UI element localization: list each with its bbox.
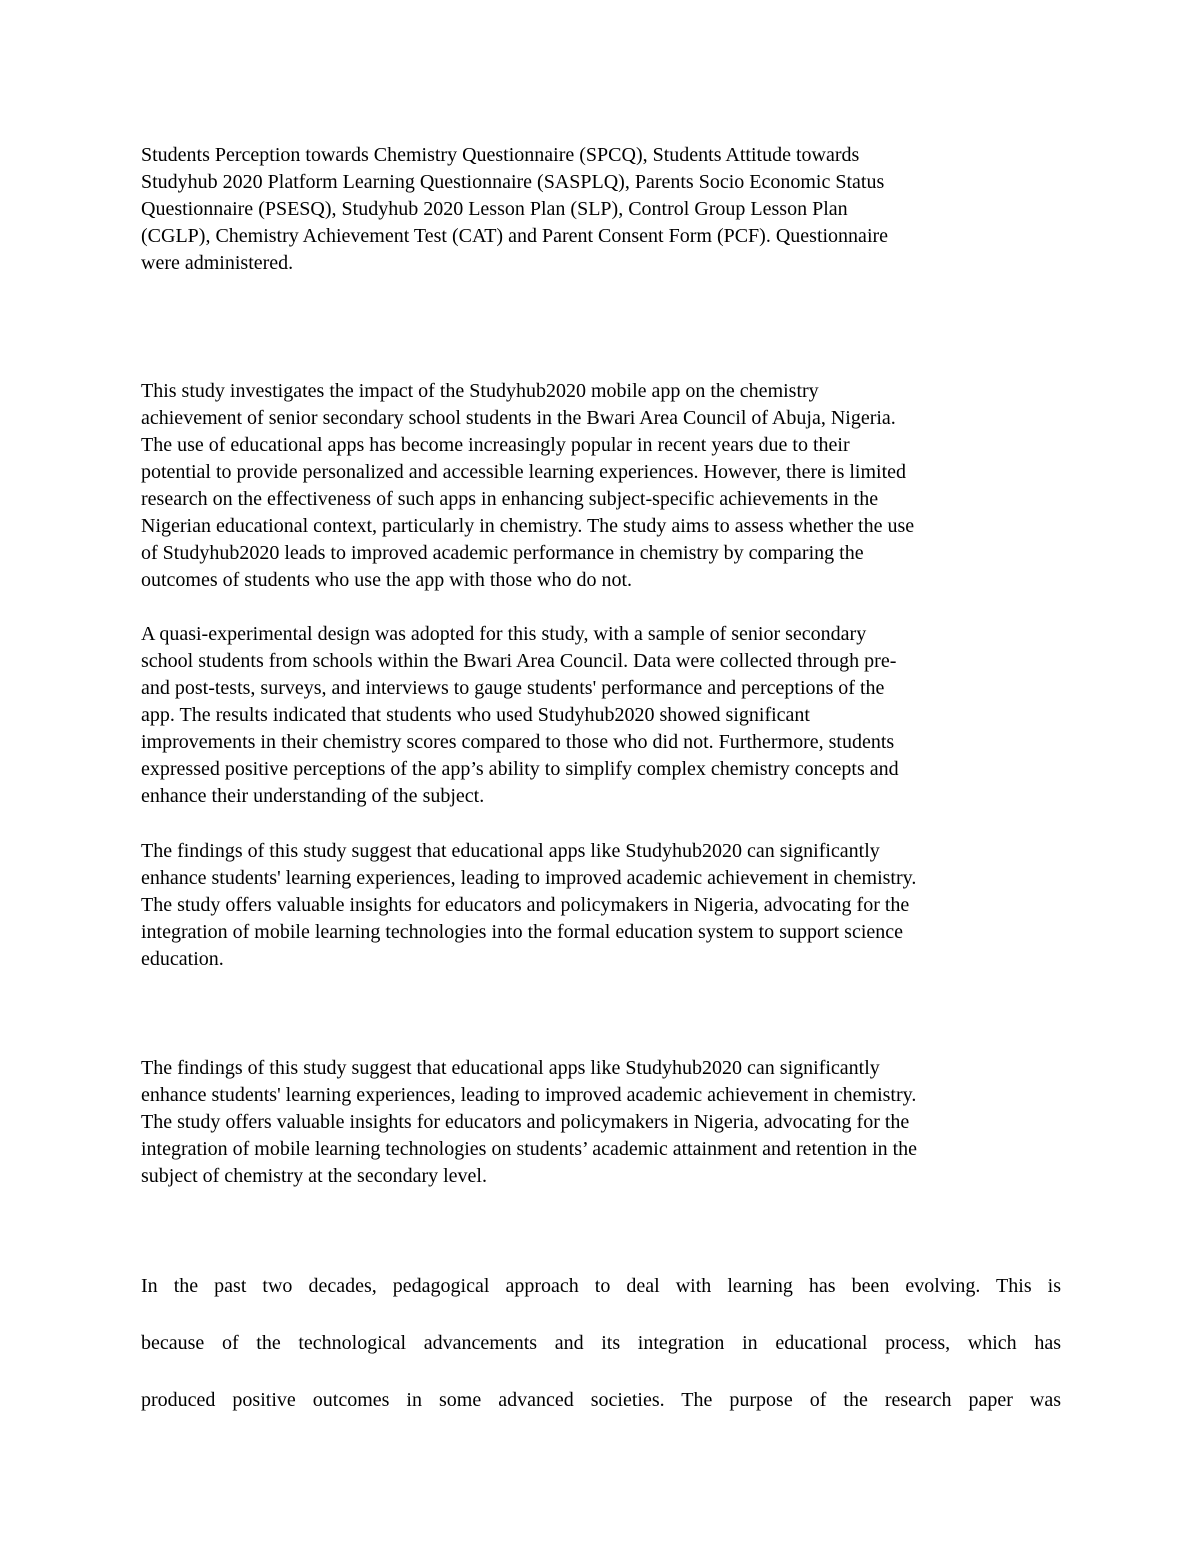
- text-line: potential to provide personalized and accessible learning experiences. However, there is limited: [141, 461, 907, 483]
- text-line: of Studyhub2020 leads to improved academic performance in chemistry by comparing the: [141, 542, 864, 564]
- text-line: because of the technological advancements and its integration in educational process, which has: [141, 1332, 1061, 1354]
- text-line: integration of mobile learning technologies into the formal education system to support science: [141, 921, 904, 943]
- text-line: research on the effectiveness of such apps in enhancing subject-specific achievements in the: [141, 488, 879, 510]
- text-line: enhance their understanding of the subject.: [141, 785, 485, 807]
- text-line: improvements in their chemistry scores compared to those who did not. Furthermore, students: [141, 731, 895, 753]
- text-line: enhance students' learning experiences, leading to improved academic achievement in chemistry.: [141, 1084, 917, 1106]
- text-line: Nigerian educational context, particularly in chemistry. The study aims to assess whether the use: [141, 515, 915, 537]
- text-line: The findings of this study suggest that educational apps like Studyhub2020 can significantly: [141, 1057, 880, 1079]
- text-line: (CGLP), Chemistry Achievement Test (CAT) and Parent Consent Form (PCF). Questionnaire: [141, 225, 889, 247]
- text-line: outcomes of students who use the app with those who do not.: [141, 569, 633, 591]
- text-line: app. The results indicated that students who used Studyhub2020 showed significant: [141, 704, 810, 726]
- text-line: were administered.: [141, 252, 294, 274]
- text-line: The findings of this study suggest that educational apps like Studyhub2020 can significantly: [141, 840, 880, 862]
- text-line: In the past two decades, pedagogical approach to deal with learning has been evolving. This is: [141, 1275, 1061, 1297]
- text-line: subject of chemistry at the secondary level.: [141, 1165, 487, 1187]
- text-line: school students from schools within the Bwari Area Council. Data were collected through pre-: [141, 650, 897, 672]
- text-line: This study investigates the impact of the Studyhub2020 mobile app on the chemistry: [141, 380, 819, 402]
- text-line: A quasi-experimental design was adopted for this study, with a sample of senior secondary: [141, 623, 867, 645]
- text-line: Questionnaire (PSESQ), Studyhub 2020 Lesson Plan (SLP), Control Group Lesson Plan: [141, 198, 848, 220]
- text-line: enhance students' learning experiences, leading to improved academic achievement in chemistry.: [141, 867, 917, 889]
- text-line: The study offers valuable insights for educators and policymakers in Nigeria, advocating for the: [141, 894, 910, 916]
- text-line: expressed positive perceptions of the app’s ability to simplify complex chemistry concepts and: [141, 758, 899, 780]
- text-line: produced positive outcomes in some advanced societies. The purpose of the research paper was: [141, 1389, 1061, 1411]
- paragraph-study-overview: [141, 378, 1061, 594]
- paragraph-findings: [141, 838, 1061, 973]
- text-line: and post-tests, surveys, and interviews to gauge students' performance and perceptions of the: [141, 677, 885, 699]
- paragraph-introduction: [141, 1258, 1061, 1429]
- paragraph-methodology: [141, 621, 1061, 810]
- text-line: The study offers valuable insights for educators and policymakers in Nigeria, advocating for the: [141, 1111, 910, 1133]
- text-line: The use of educational apps has become increasingly popular in recent years due to their: [141, 434, 850, 456]
- text-line: education.: [141, 948, 224, 970]
- text-line: integration of mobile learning technologies on students’ academic attainment and retention in the: [141, 1138, 918, 1160]
- text-line: Studyhub 2020 Platform Learning Questionnaire (SASPLQ), Parents Socio Economic Status: [141, 171, 885, 193]
- text-line: achievement of senior secondary school students in the Bwari Area Council of Abuja, Nigeria.: [141, 407, 896, 429]
- paragraph-instruments: [141, 142, 1061, 277]
- paragraph-findings-repeat: [141, 1055, 1061, 1190]
- text-line: Students Perception towards Chemistry Questionnaire (SPCQ), Students Attitude towards: [141, 144, 860, 166]
